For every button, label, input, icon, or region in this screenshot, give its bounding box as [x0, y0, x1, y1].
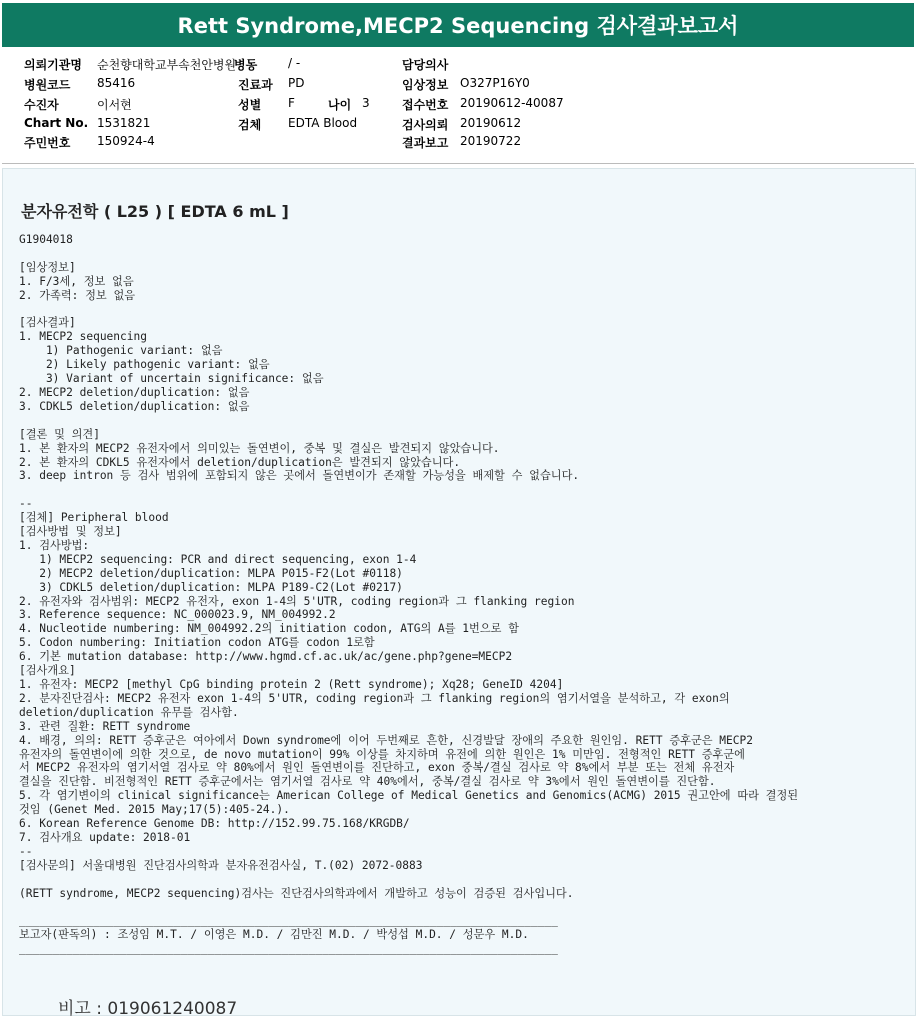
sex-label: 성별: [238, 98, 262, 112]
dept-label: 진료과: [238, 78, 273, 92]
institution-label: 의뢰기관명: [24, 58, 82, 72]
doctor-label: 담당의사: [402, 58, 449, 72]
patient-value: 이서현: [97, 98, 132, 112]
report-title: Rett Syndrome,MECP2 Sequencing 검사결과보고서: [177, 14, 739, 38]
ward-label: 병동: [234, 58, 258, 72]
institution-value: 순천향대학교부속천안병원: [97, 58, 237, 72]
report-date-value: 20190722: [460, 134, 522, 148]
report-title-bar: [2, 3, 914, 47]
specimen-label: 검체: [238, 118, 262, 132]
rrn-value: 150924-4: [97, 134, 155, 148]
dept-value: PD: [288, 76, 305, 90]
clinical-info-label: 임상정보: [402, 78, 449, 92]
age-value: 3: [362, 96, 370, 110]
section-title: 분자유전학 ( L25 ) [ EDTA 6 mL ]: [21, 202, 289, 221]
chart-no-label: Chart No.: [24, 116, 89, 130]
hospital-code-label: 병원코드: [24, 78, 71, 92]
report-content-area[interactable]: [2, 168, 916, 1016]
report-date-label: 결과보고: [402, 136, 449, 150]
ward-value: / -: [288, 56, 301, 70]
header-info-panel: [2, 48, 914, 164]
clinical-info-value: O327P16Y0: [460, 76, 530, 90]
accession-value: 20190612-40087: [460, 96, 564, 110]
request-date-value: 20190612: [460, 116, 522, 130]
specimen-value: EDTA Blood: [288, 116, 358, 130]
patient-label: 수진자: [24, 98, 59, 112]
accession-label: 접수번호: [402, 98, 449, 112]
age-label: 나이: [328, 98, 352, 112]
rrn-label: 주민번호: [24, 136, 71, 150]
sex-value: F: [288, 96, 295, 110]
chart-no-value: 1531821: [97, 116, 151, 130]
hospital-code-value: 85416: [97, 76, 136, 90]
remark-text: 비고 : 019061240087: [58, 999, 238, 1019]
request-date-label: 검사의뢰: [402, 118, 449, 132]
report-body-text: G1904018 [임상정보] 1. F/3세, 정보 없음 2. 가족력: 정보 없음 [검사결과] 1. MECP2 sequencing 1) Pathogenic variant: 없음 2) Likely pathogenic variant: 없음 3) Variant of uncertain significance: 없음 2. MECP2 deletion/duplication: 없음 3. CDKL5 deletion/duplication: 없음 [결론 및 의견] 1. 본 환자의 MECP2 유전자에서 의미있는 돌연변이, 중복 및 결실은 발견되지 않았습니다. 2. 본 환자의 CDKL5 유전자에서 deletion/duplication은 발견되지 않았습니다. 3. deep intron 등 검사 범위에 포함되지 않은 곳에서 돌연변이가 존재할 가능성을 배제할 수 없습니다. -- [검체] Peripheral blood [검사방법 및 정보] 1. 검사방법: 1) MECP2 sequencing: PCR and direct sequencing, exon 1-4 2) MECP2 deletion/duplication: MLPA P015-F2(Lot #0118) 3) CDKL5 deletion/duplication: MLPA P189-C2(Lot #0217) 2. 유전자와 검사범위: MECP2 유전자, exon 1-4의 5'UTR, coding region과 그 flanking region 3. Reference sequence: NC_000023.9, NM_004992.2 4. Nucleotide numbering: NM_004992.2의 initiation codon, ATG의 A를 1번으로 함 5. Codon numbering: Initiation codon ATG를 codon 1로함 6. 기본 mutation database: http://www.hgmd.cf.ac.uk/ac/gene.php?gene=MECP2 [검사개요] 1. 유전자: MECP2 [methyl CpG binding protein 2 (Rett syndrome); Xq28; GeneID 4204] 2. 분자진단검사: MECP2 유전자 exon 1-4의 5'UTR, coding region과 그 flanking region의 염기서열을 분석하고, 각 exon의 deletion/duplication 유무를 검사함. 3. 관련 질환: RETT syndrome 4. 배경, 의의: RETT 증후군은 여아에서 Down syndrome에 이어 두번째로 흔한, 신경발달 장애의 주요한 원인임. RETT 증후군은 MECP2 유전자의 돌연변이에 의한 것으로, de novo mutation이 99% 이상를 차지하며 유전에 의한 원인은 1% 미만임. 전형적인 RETT 증후군에 서 MECP2 유전자의 염기서열 검사로 약 80%에서 원인 돌연변이를 진단하고, exon 중복/결실 검사로 약 8%에서 부분 또는 전체 유전자 결실을 진단함. 비전형적인 RETT 증후군에서는 염기서열 검사로 약 40%에서, 중복/결실 검사로 약 3%에서 원인 돌연변이를 진단함. 5. 각 염기변이의 clinical significance는 American College of Medical Genetics and Genomics(ACMG) 2015 권고안에 따라 결정된 것임 (Genet Med. 2015 May;17(5):405-24.). 6. Korean Reference Genome DB: http://152.99.75.168/KRGDB/ 7. 검사개요 update: 2018-01 -- [검사문의] 서울대병원 진단검사의학과 분자유전검사실, T.(02) 2072-0883 (RETT syndrome, MECP2 sequencing)검사는 진단검사의학과에서 개발하고 성능이 검증된 검사입니다. ________________________________________________________________________________ 보고자(판독의) : 조성임 M.T. / 이영은 M.D. / 김만진 M.D. / 박성섭 M.D. / 성문우 M.D. ________________________________________________________________________________: [19, 233, 799, 956]
